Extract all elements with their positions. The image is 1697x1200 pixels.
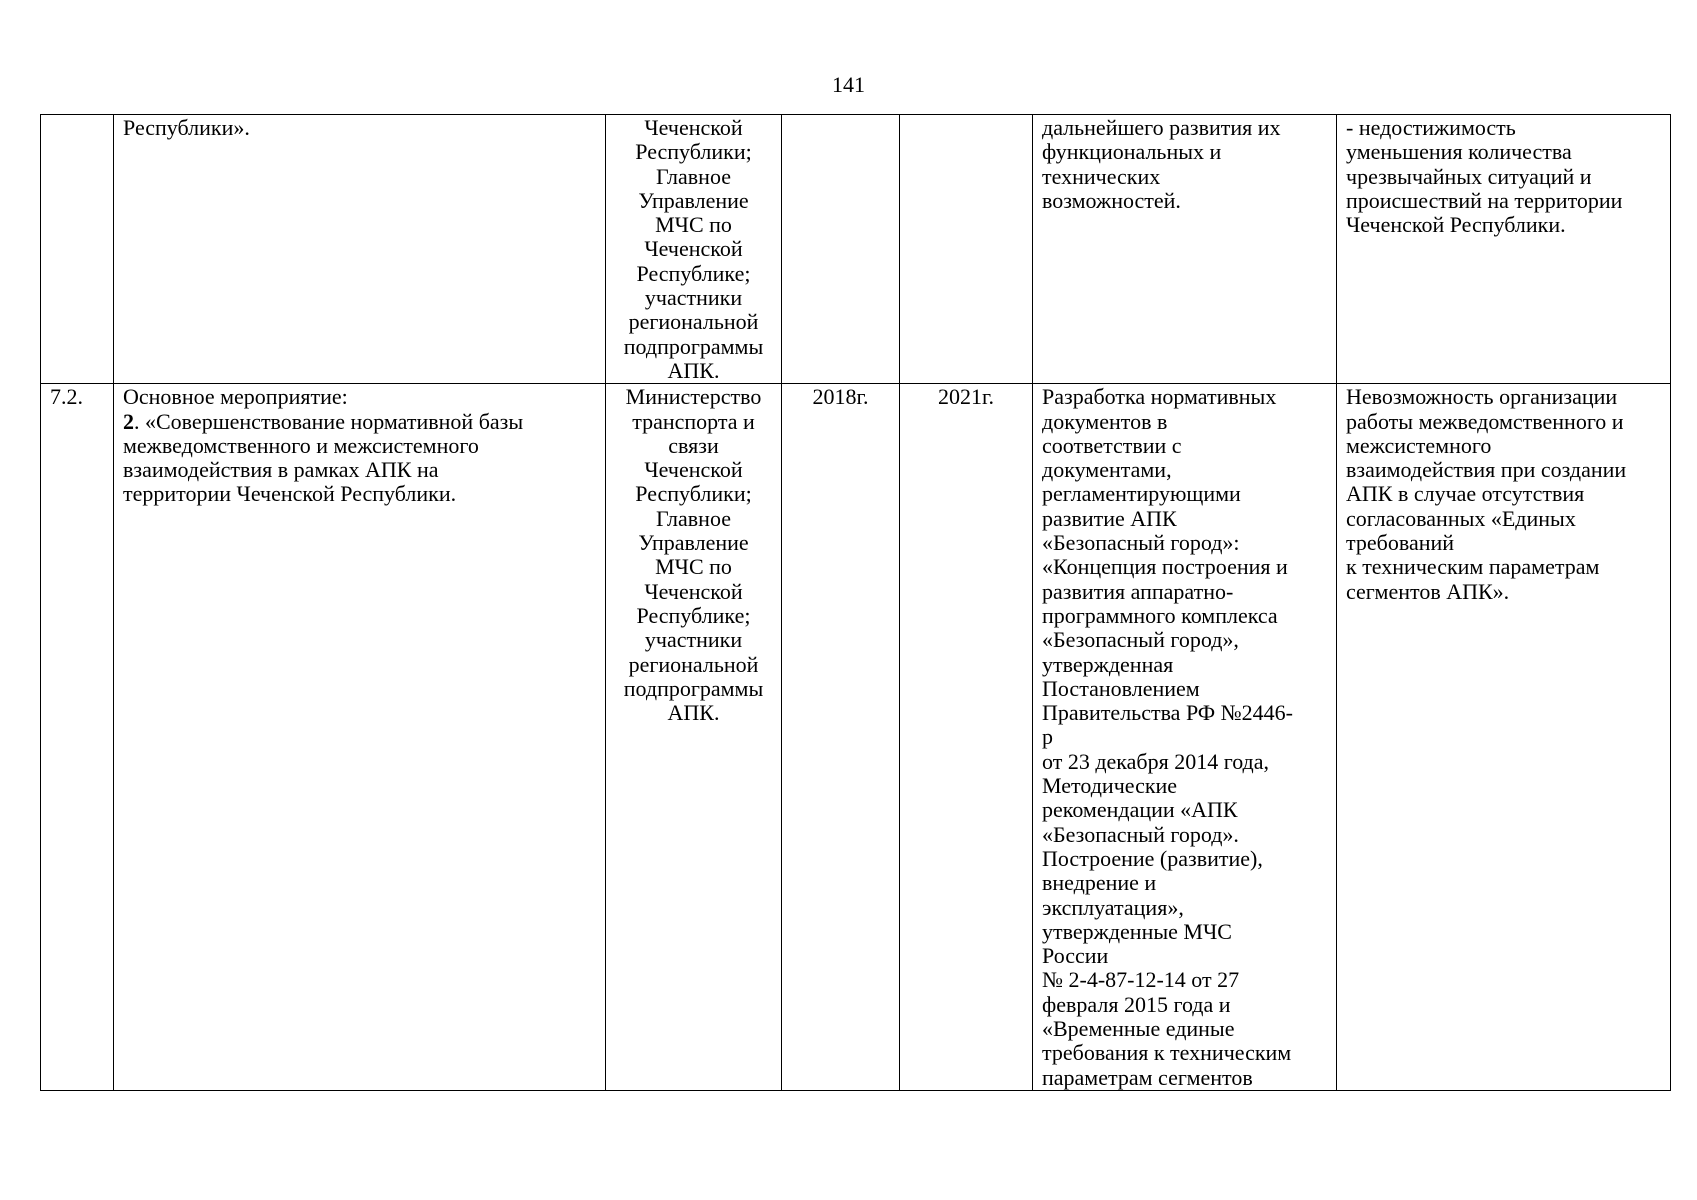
expected-result-line: регламентирующими: [1042, 481, 1241, 507]
expected-result-line: Методические: [1042, 773, 1178, 799]
executor-line: транспорта и: [632, 408, 755, 434]
expected-result-line: Разработка нормативных: [1042, 384, 1277, 410]
expected-result-line: р: [1042, 724, 1053, 750]
expected-result-line: № 2-4-87-12-14 от 27: [1042, 967, 1240, 993]
measure-title-line: Республики».: [123, 115, 250, 140]
consequence-cell: [1337, 384, 1671, 1091]
executor-line: Министерство: [625, 384, 762, 410]
table-row: [41, 384, 1671, 1091]
executor-line: Чеченской: [644, 578, 743, 604]
consequence-line: к техническим параметрам: [1346, 554, 1600, 580]
start-year-cell: [782, 384, 900, 1091]
consequence-line: чрезвычайных ситуаций и: [1346, 163, 1592, 189]
expected-result-line: «Безопасный город».: [1042, 821, 1239, 847]
executor-line: МЧС по: [655, 212, 732, 238]
expected-result-line: Постановлением: [1042, 675, 1200, 701]
measure-title-line: межведомственного и межсистемного: [123, 432, 479, 458]
expected-result-line: Правительства РФ №2446-: [1042, 700, 1294, 726]
expected-result-line: «Безопасный город»:: [1042, 530, 1240, 556]
expected-result-line: требования к техническим: [1042, 1040, 1292, 1066]
executor-line: АПК.: [667, 700, 720, 726]
end-year-cell: [900, 115, 1033, 384]
expected-result-line: документами,: [1042, 457, 1172, 483]
consequence-line: происшествий на территории: [1346, 187, 1623, 213]
executor-line: подпрограммы: [623, 333, 764, 359]
executor-line: Чеченской: [644, 457, 743, 483]
expected-result-line: «Концепция построения и: [1042, 554, 1288, 580]
measures-table: [40, 114, 1671, 1091]
expected-result-line: программного комплекса: [1042, 602, 1278, 628]
expected-result-line: России: [1042, 943, 1109, 969]
executor-cell: [606, 384, 782, 1091]
consequence-line: - недостижимость: [1346, 115, 1516, 140]
row-number-cell: [41, 384, 114, 1091]
expected-result-line: «Временные единые: [1042, 1015, 1235, 1041]
measure-title-line: взаимодействия в рамках АПК на: [123, 457, 439, 483]
table-row: [41, 115, 1671, 384]
expected-result-line: «Безопасный город»,: [1042, 627, 1239, 653]
consequence-line: уменьшения количества: [1346, 139, 1572, 165]
measure-title-intro: Основное мероприятие:: [123, 384, 348, 410]
expected-result-line: технических: [1042, 163, 1161, 189]
executor-line: Республики;: [635, 139, 752, 165]
consequence-line: межсистемного: [1346, 432, 1492, 458]
executor-cell: [606, 115, 782, 384]
executor-line: Главное: [655, 505, 731, 531]
expected-result-line: развития аппаратно-: [1042, 578, 1234, 604]
consequence-line: согласованных «Единых: [1346, 505, 1576, 531]
start-year: 2018г.: [812, 384, 869, 410]
measure-title-cell: [114, 115, 606, 384]
expected-result-line: функциональных и: [1042, 139, 1222, 165]
executor-line: связи: [668, 432, 719, 458]
executor-line: Главное: [655, 163, 731, 189]
measure-title-line: . «Совершенствование нормативной базы: [134, 408, 524, 434]
start-year-cell: [782, 115, 900, 384]
expected-result-line: эксплуатация»,: [1042, 894, 1184, 920]
consequence-line: АПК в случае отсутствия: [1346, 481, 1585, 507]
executor-line: Чеченской: [644, 115, 743, 140]
executor-line: Управление: [638, 187, 749, 213]
expected-result-line: внедрение и: [1042, 870, 1157, 896]
expected-result-line: февраля 2015 года и: [1042, 991, 1231, 1017]
executor-line: участники: [644, 285, 743, 311]
executor-line: подпрограммы: [623, 675, 764, 701]
expected-result-line: документов в: [1042, 408, 1168, 434]
consequence-line: требований: [1346, 530, 1455, 556]
executor-line: Чеченской: [644, 236, 743, 262]
consequence-line: Чеченской Республики.: [1346, 212, 1566, 238]
expected-result-line: утвержденная: [1042, 651, 1174, 677]
executor-line: региональной: [628, 651, 759, 677]
expected-result-line: соответствии с: [1042, 432, 1182, 458]
executor-line: Республике;: [636, 602, 751, 628]
executor-line: МЧС по: [655, 554, 732, 580]
executor-line: АПК.: [667, 357, 720, 383]
expected-result-line: рекомендации «АПК: [1042, 797, 1238, 823]
expected-result-line: дальнейшего развития их: [1042, 115, 1281, 140]
expected-result-line: Построение (развитие),: [1042, 845, 1263, 871]
consequence-line: сегментов АПК».: [1346, 578, 1510, 604]
executor-line: участники: [644, 627, 743, 653]
expected-result-cell: [1033, 115, 1337, 384]
executor-line: Управление: [638, 530, 749, 556]
expected-result-line: параметрам сегментов: [1042, 1064, 1253, 1090]
executor-line: Республике;: [636, 260, 751, 286]
expected-result-line: от 23 декабря 2014 года,: [1042, 748, 1270, 774]
consequence-line: Невозможность организации: [1346, 384, 1618, 410]
measure-title-cell: [114, 384, 606, 1091]
consequence-line: взаимодействия при создании: [1346, 457, 1627, 483]
expected-result-cell: [1033, 384, 1337, 1091]
measure-number: 2: [123, 408, 134, 434]
measure-title-line: территории Чеченской Республики.: [123, 481, 457, 507]
expected-result-line: утвержденные МЧС: [1042, 918, 1232, 944]
expected-result-line: возможностей.: [1042, 187, 1181, 213]
consequence-cell: [1337, 115, 1671, 384]
executor-line: Республики;: [635, 481, 752, 507]
executor-line: региональной: [628, 309, 759, 335]
row-number-cell: [41, 115, 114, 384]
page-number: 141: [832, 72, 865, 97]
expected-result-line: развитие АПК: [1042, 505, 1177, 531]
consequence-line: работы межведомственного и: [1346, 408, 1624, 434]
end-year: 2021г.: [937, 384, 995, 410]
end-year-cell: [900, 384, 1033, 1091]
row-number: 7.2.: [50, 384, 83, 410]
